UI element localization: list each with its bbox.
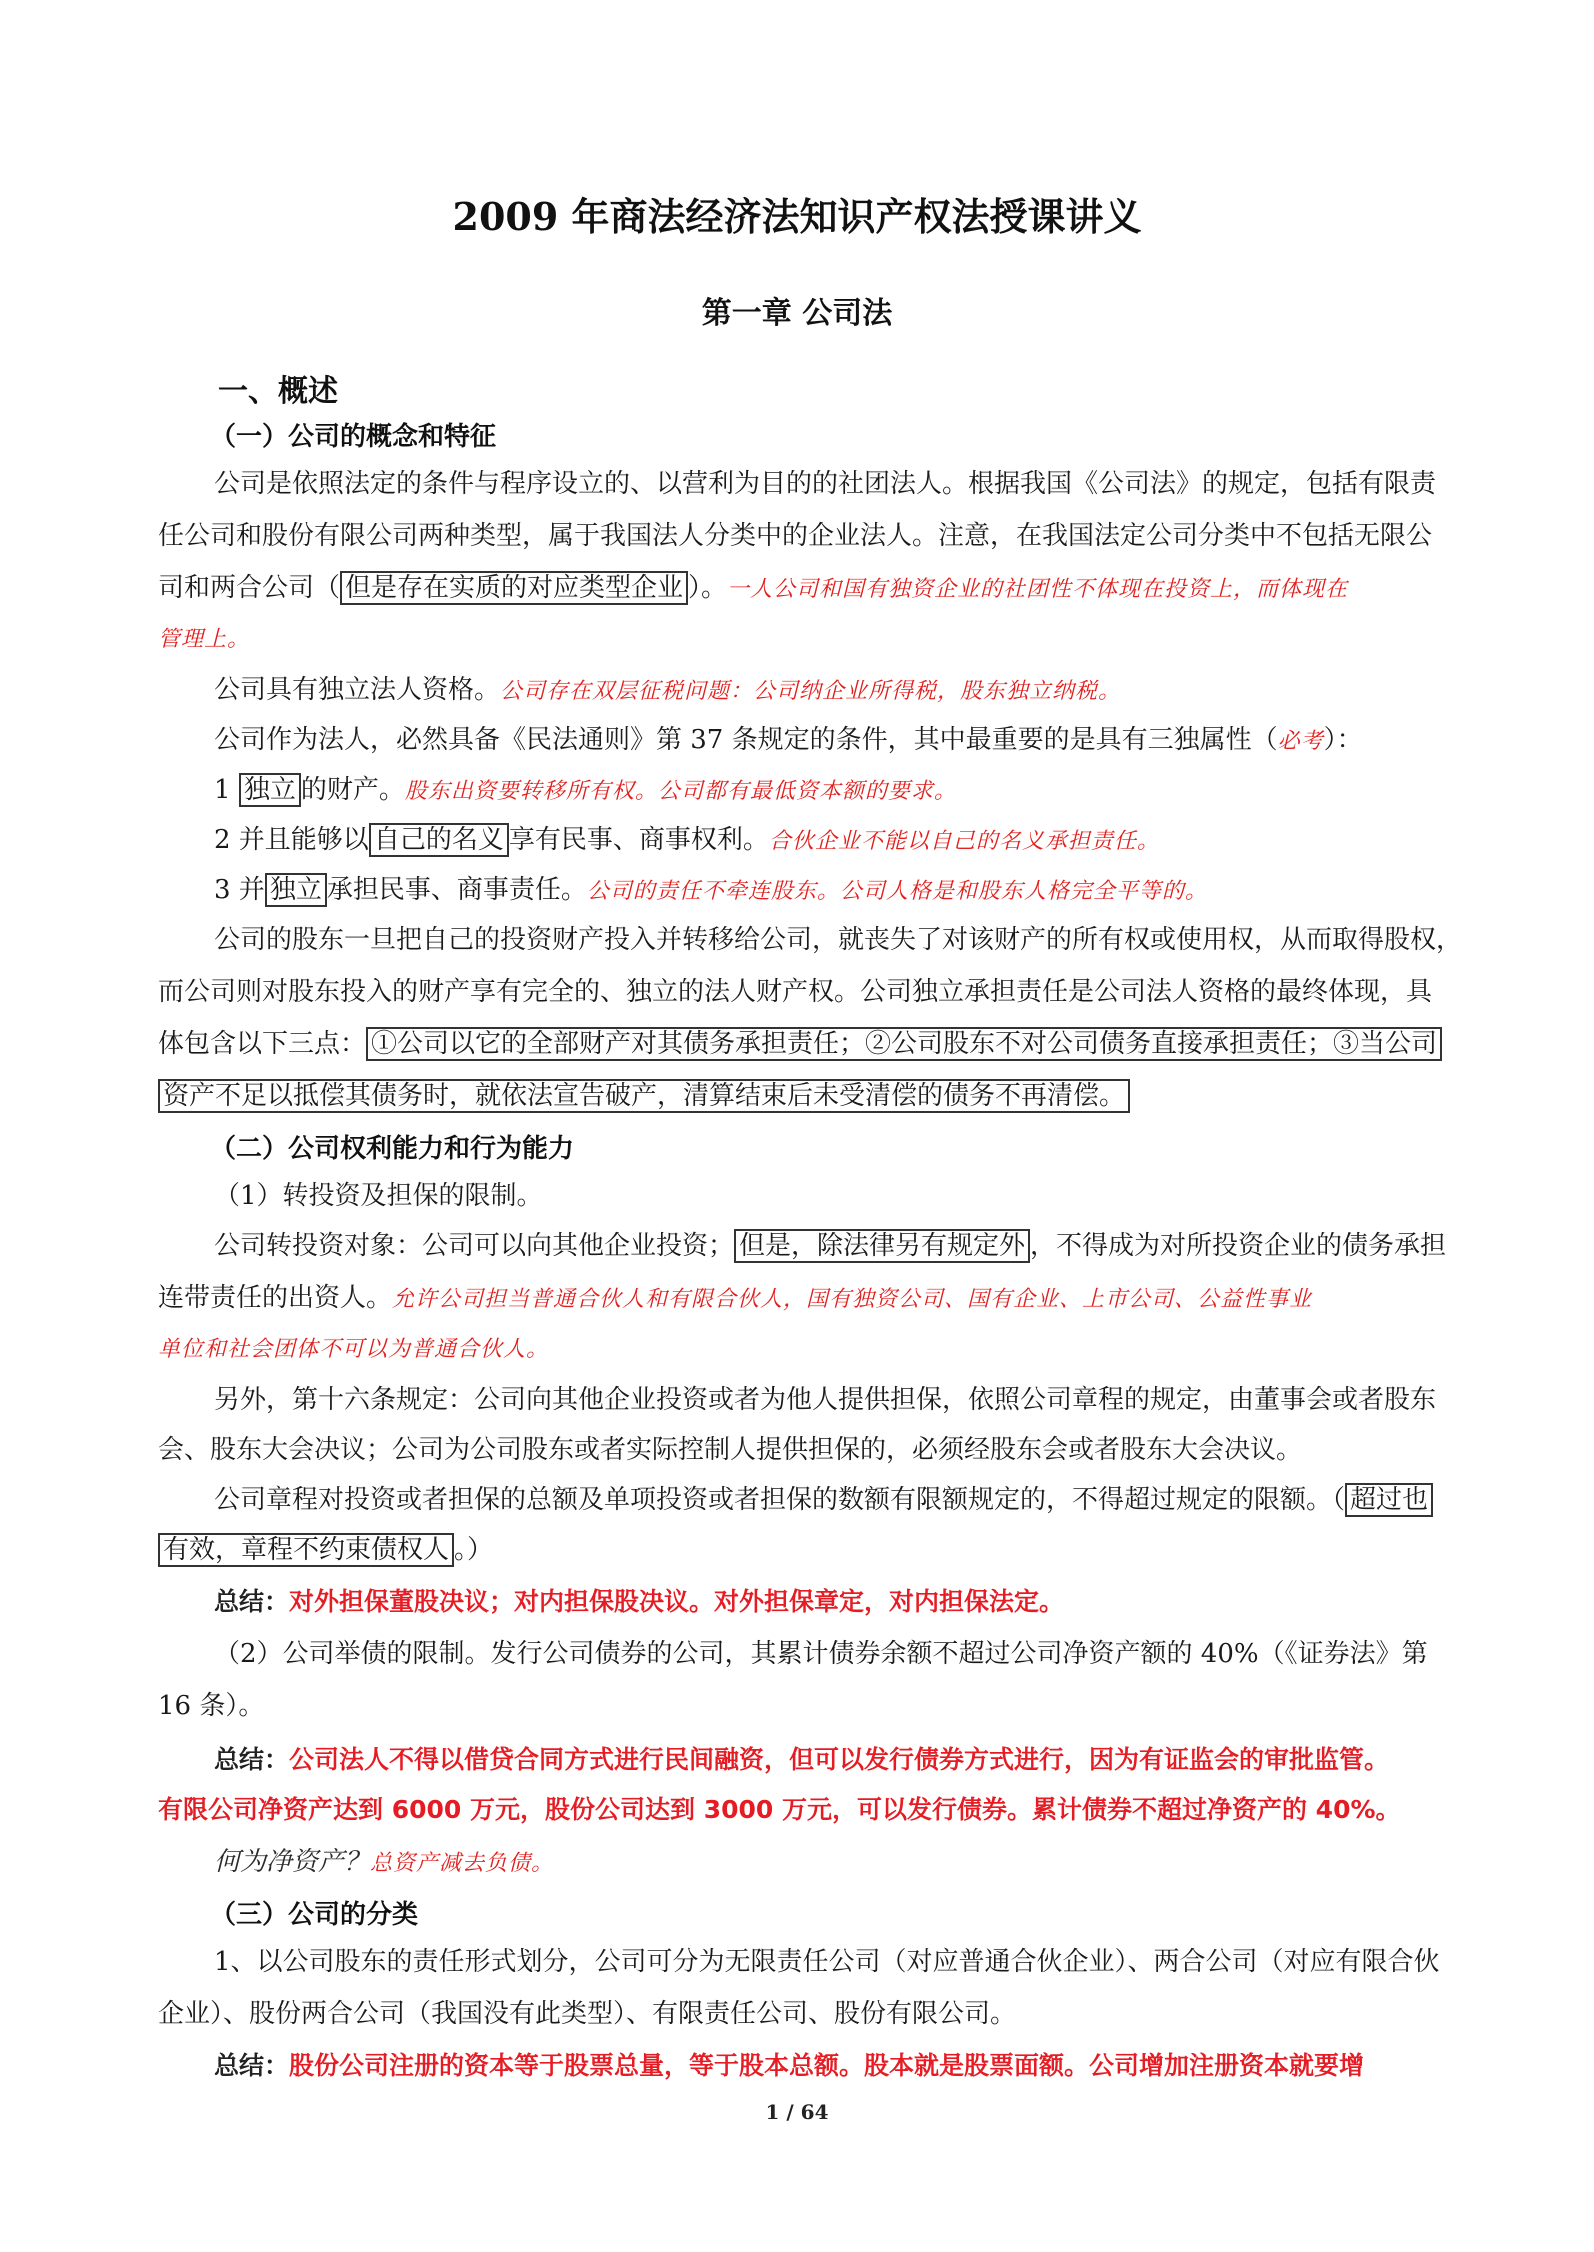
list-item: 2 并且能够以 自己的名义 享有民事、商事权利。合伙企业不能以自己的名义承担责任。 [214, 825, 1160, 855]
summary-line [158, 1790, 1508, 1830]
subsection-heading-concept: （一）公司的概念和特征 [210, 422, 497, 452]
handwritten-note: 总资产减去负债。 [370, 1851, 555, 1876]
handwritten-note: 一人公司和国有独资企业的社团性不体现在投资上，而体现在 [727, 577, 1349, 602]
paragraph-line: 公司章程对投资或者担保的总额及单项投资或者担保的数额有限额规定的，不得超过规定的限额。（ 超过也 [158, 1480, 1508, 1520]
boxed-text: 有效，章程不约束债权人 [158, 1533, 454, 1567]
paragraph-line: 公司是依照法定的条件与程序设立的、以营利为目的的社团法人。根据我国《公司法》的规定，包括有限责 [214, 469, 1437, 499]
paragraph-line: 公司作为法人，必然具备《民法通则》第 37 条规定的条件，其中最重要的是具有三独属性（必考）： [214, 725, 1363, 755]
boxed-text: 自己的名义 [369, 823, 509, 857]
paragraph-line: 公司的股东一旦把自己的投资财产投入并转移给公司，就丧失了对该财产的所有权或使用权，从而取得股权， [214, 925, 1463, 955]
handwritten-note: 必考 [1277, 729, 1324, 754]
paragraph-line: （1）转投资及担保的限制。 [214, 1181, 543, 1211]
summary-text: 对外担保董股决议；对内担保股决议。对外担保章定，对内担保法定。 [289, 1587, 1065, 1616]
handwritten-note: 公司存在双层征税问题：公司纳企业所得税，股东独立纳税。 [500, 679, 1122, 704]
paragraph-line: 何为净资产？总资产减去负债。 [214, 1847, 555, 1877]
boxed-text: 但是存在实质的对应类型企业 [340, 571, 688, 605]
summary-text: 股份公司注册的资本等于股票总量，等于股本总额。股本就是股票面额。公司增加注册资本就要增 [289, 2051, 1365, 2080]
paragraph-line: 司和两合公司（ 但是存在实质的对应类型企业 ）。一人公司和国有独资企业的社团性不体现在投资上，而体现在 [158, 573, 1349, 603]
summary-line: 总结：对外担保董股决议；对内担保股决议。对外担保章定，对内担保法定。 [214, 1587, 1065, 1616]
boxed-text: 独立 [239, 773, 301, 807]
summary-line: 总结：公司法人不得以借贷合同方式进行民间融资，但可以发行债券方式进行，因为有证监会的审批监管。 [214, 1745, 1390, 1774]
handwritten-note: 合伙企业不能以自己的名义承担责任。 [768, 829, 1160, 854]
handwritten-note: 股东出资要转移所有权。公司都有最低资本额的要求。 [404, 779, 957, 804]
paragraph-line: 有效，章程不约束债权人 。） [158, 1530, 1508, 1570]
paragraph-line: 会、股东大会决议；公司为公司股东或者实际控制人提供担保的，必须经股东会或者股东大会决议。 [158, 1435, 1303, 1465]
subsection-heading-capacity: （二）公司权利能力和行为能力 [210, 1134, 575, 1164]
summary-text: 有限公司净资产达到 6000 万元，股份公司达到 3000 万元，可以发行债券。累计债券不超过净资产的 40%。 [158, 1795, 1401, 1824]
list-item: 3 并 独立 承担民事、商事责任。公司的责任不牵连股东。公司人格是和股东人格完全平等的。 [214, 875, 1208, 905]
paragraph-line: 16 条）。 [158, 1691, 265, 1721]
boxed-text: 资产不足以抵偿其债务时，就依法宣告破产，清算结束后未受清偿的债务不再清偿。 [158, 1079, 1130, 1113]
paragraph-line: 连带责任的出资人。允许公司担当普通合伙人和有限合伙人，国有独资公司、国有企业、上市公司、公益性事业 [158, 1283, 1313, 1313]
boxed-text: 但是，除法律另有规定外 [734, 1229, 1030, 1263]
handwritten-note: 允许公司担当普通合伙人和有限合伙人，国有独资公司、国有企业、上市公司、公益性事业 [392, 1287, 1313, 1312]
paragraph-line [158, 1328, 1508, 1370]
paragraph-line: 体包含以下三点： ①公司以它的全部财产对其债务承担责任；②公司股东不对公司债务直接承担责任；③当公司 [158, 1024, 1508, 1064]
paragraph-line: （2）公司举债的限制。发行公司债券的公司，其累计债券余额不超过公司净资产额的 40%（《证券法》第 [214, 1639, 1428, 1669]
summary-line: 总结：股份公司注册的资本等于股票总量，等于股本总额。股本就是股票面额。公司增加注册资本就要增 [214, 2051, 1365, 2080]
paragraph-line [158, 1076, 1508, 1116]
subsection-heading-classification: （三）公司的分类 [210, 1900, 419, 1930]
chapter-heading: 第一章 公司法 [701, 296, 893, 331]
paragraph-line: 1、以公司股东的责任形式划分，公司可分为无限责任公司（对应普通合伙企业）、两合公司（对应有限合伙 [214, 1947, 1440, 1977]
paragraph-line: 公司转投资对象：公司可以向其他企业投资； 但是，除法律另有规定外 ，不得成为对所投资企业的债务承担 [214, 1231, 1447, 1261]
section-heading-overview: 一、概述 [218, 374, 338, 409]
handwritten-note: 公司的责任不牵连股东。公司人格是和股东人格完全平等的。 [586, 879, 1208, 904]
paragraph-line: 另外，第十六条规定：公司向其他企业投资或者为他人提供担保，依照公司章程的规定，由董事会或者股东 [214, 1385, 1437, 1415]
paragraph-line [158, 618, 1508, 660]
boxed-text: 独立 [265, 873, 327, 907]
handwritten-note: 单位和社会团体不可以为普通合伙人。 [158, 1337, 550, 1362]
handwritten-note: 管理上。 [158, 627, 251, 652]
list-item: 1 独立 的财产。股东出资要转移所有权。公司都有最低资本额的要求。 [214, 775, 957, 805]
boxed-text: 超过也 [1345, 1483, 1433, 1517]
document-title: 2009 年商法经济法知识产权法授课讲义 [452, 194, 1142, 239]
paragraph-line: 企业）、股份两合公司（我国没有此类型）、有限责任公司、股份有限公司。 [158, 1999, 1017, 2029]
boxed-text: ①公司以它的全部财产对其债务承担责任；②公司股东不对公司债务直接承担责任；③当公司 [366, 1027, 1442, 1061]
paragraph-line: 公司具有独立法人资格。公司存在双层征税问题：公司纳企业所得税，股东独立纳税。 [214, 675, 1122, 705]
paragraph-line: 而公司则对股东投入的财产享有完全的、独立的法人财产权。公司独立承担责任是公司法人资格的最终体现，具 [158, 977, 1433, 1007]
summary-text: 公司法人不得以借贷合同方式进行民间融资，但可以发行债券方式进行，因为有证监会的审批监管。 [289, 1745, 1390, 1774]
page-number: 1 / 64 [765, 2100, 829, 2124]
paragraph-line: 任公司和股份有限公司两种类型，属于我国法人分类中的企业法人。注意，在我国法定公司分类中不包括无限公 [158, 521, 1433, 551]
